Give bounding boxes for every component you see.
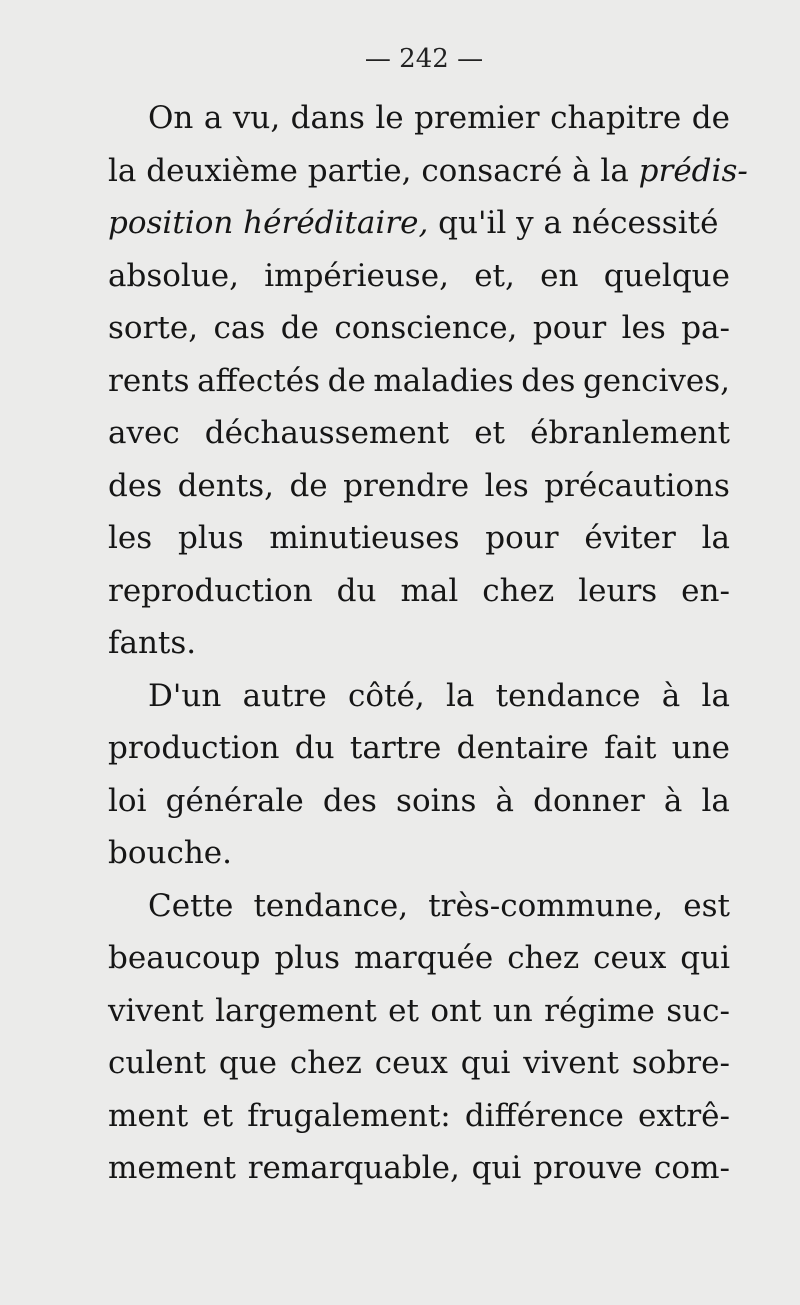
text-line (108, 775, 730, 828)
word: des (521, 362, 576, 399)
word: absolue, (108, 257, 239, 294)
text-line (108, 1037, 730, 1090)
word: minutieuses (269, 520, 460, 556)
word: ébranlement (530, 415, 730, 451)
text-line (108, 355, 730, 408)
word: mal (400, 572, 459, 609)
word: la (445, 677, 475, 714)
page-number: — 242 — (364, 44, 484, 74)
text-line (108, 302, 730, 355)
word: quelque (603, 257, 730, 294)
word: de (280, 310, 319, 346)
word: à (663, 782, 683, 819)
word: prouve (533, 1150, 643, 1186)
word: ceux (374, 1045, 448, 1081)
word: chez (507, 940, 580, 976)
word: tendance (495, 677, 641, 714)
word: pa- (681, 310, 730, 346)
word: D'un (148, 677, 222, 714)
word: du (294, 730, 335, 766)
text-line: fants. (108, 625, 197, 661)
word: prendre (343, 467, 470, 504)
text-line (108, 1090, 730, 1143)
word: impérieuse, (264, 257, 449, 294)
word: et, (474, 257, 515, 294)
word: fait (604, 730, 657, 766)
word: en (540, 257, 579, 294)
word: premier (414, 100, 540, 136)
word: marquée (354, 940, 494, 976)
word: et (388, 992, 419, 1029)
text-line (108, 670, 730, 723)
word: les (484, 467, 529, 504)
word: On (148, 100, 194, 136)
word: différence (464, 1097, 624, 1134)
word: les (108, 520, 153, 556)
word: qui (680, 940, 730, 976)
text-line (108, 1142, 730, 1195)
word: rents (108, 362, 190, 399)
word: extrê- (638, 1097, 730, 1134)
text-line (108, 985, 730, 1038)
text-line (108, 250, 730, 303)
word: pour (485, 520, 559, 556)
word: est (683, 887, 730, 924)
word: qui (471, 1150, 522, 1186)
word: affectés (197, 362, 321, 399)
word: culent (108, 1045, 207, 1081)
word: chez (289, 1045, 362, 1081)
text-line (108, 932, 730, 985)
word: le (375, 100, 404, 136)
word: loi (108, 782, 147, 819)
word: plus (177, 520, 244, 556)
word: autre (242, 677, 327, 714)
word: vivent (108, 992, 204, 1029)
word: dentaire (456, 730, 589, 766)
text-line (108, 565, 730, 618)
word: de (691, 100, 730, 136)
word: côté, (347, 677, 425, 714)
word: en- (681, 572, 730, 609)
word: avec (108, 415, 180, 451)
text-line-italic-mix (108, 145, 748, 198)
word: maladies (373, 362, 514, 399)
word: dents, (177, 467, 274, 504)
text-line (108, 92, 730, 145)
text-line (108, 722, 730, 775)
word: mement (108, 1150, 236, 1186)
word: générale (165, 782, 304, 819)
word: remarquable, (247, 1150, 460, 1186)
word: que (218, 1045, 278, 1081)
word: régime (544, 992, 655, 1029)
body-text (108, 92, 748, 1195)
text-line (108, 407, 730, 460)
word: de (289, 467, 328, 504)
word: ment (108, 1097, 189, 1134)
word: donner (533, 782, 645, 819)
word: a (203, 100, 223, 136)
word: chez (482, 572, 555, 609)
word: frugalement: (247, 1097, 451, 1134)
word: ont (430, 992, 482, 1029)
text-line (108, 512, 730, 565)
word: com- (654, 1150, 730, 1186)
word: la (701, 677, 730, 714)
word: vivent (523, 1045, 620, 1081)
word: gencives, (582, 362, 730, 399)
word: et (474, 415, 505, 451)
word: éviter (584, 520, 676, 556)
text-line (108, 460, 730, 513)
word: ceux (593, 940, 667, 976)
text-segment: position héréditaire, qu'il y a nécessité (108, 205, 719, 241)
word: les (621, 310, 666, 346)
word: de (327, 362, 366, 399)
word: très-commune, (428, 887, 664, 924)
word: qui (460, 1045, 511, 1081)
word: tendance, (253, 887, 409, 924)
text-line (108, 880, 730, 933)
word: plus (274, 940, 341, 976)
word: déchaussement (204, 415, 450, 451)
word: la (701, 782, 730, 819)
word: une (671, 730, 730, 766)
word: reproduction (108, 572, 313, 609)
word: soins (396, 782, 477, 819)
word: des (322, 782, 377, 819)
text-segment: la deuxième partie, consacré à la prédis- (108, 152, 748, 189)
word: à (661, 677, 681, 714)
word: sorte, (108, 310, 199, 346)
word: leurs (578, 572, 658, 609)
word: des (108, 467, 163, 504)
word: Cette (148, 887, 234, 924)
word: beaucoup (108, 940, 261, 976)
word: et (202, 1097, 234, 1134)
word: la (701, 520, 730, 556)
word: production (108, 730, 280, 766)
text-line: bouche. (108, 835, 232, 871)
word: vu, (232, 100, 281, 136)
word: largement (215, 992, 377, 1029)
word: pour (532, 310, 607, 346)
word: suc- (666, 992, 730, 1029)
text-line-italic-mix (108, 197, 730, 250)
word: chapitre (550, 100, 682, 136)
word: dans (290, 100, 365, 136)
word: conscience, (334, 310, 518, 346)
word: tartre (349, 730, 442, 766)
word: sobre- (631, 1045, 730, 1081)
word: cas (213, 310, 266, 346)
word: du (336, 572, 377, 609)
word: à (495, 782, 515, 819)
word: un (492, 992, 533, 1029)
word: précautions (544, 467, 730, 504)
